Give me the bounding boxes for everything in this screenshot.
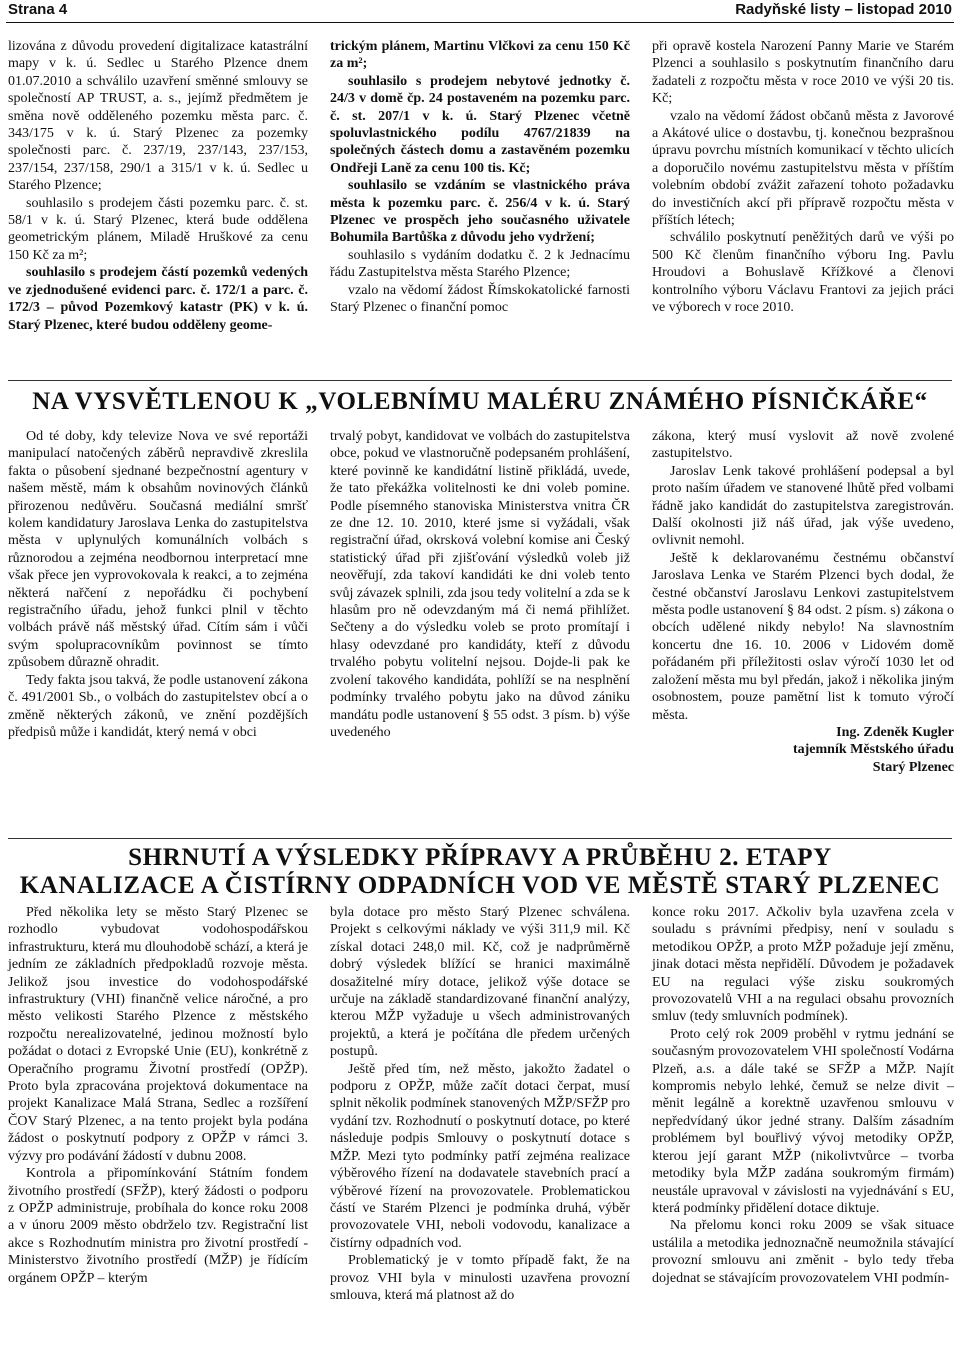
paragraph: Na přelomu konci roku 2009 se však situace ustálila a metodika jednoznačně neumožnila stávající provozní smlouvu ani změnit - bylo tedy třeba dojednat se stávajícím provozovatelem VHI podmín- xyxy=(652,1218,954,1286)
signature-name: Ing. Zdeněk Kugler xyxy=(836,724,954,740)
paragraph: souhlasilo se vzdáním se vlastnického práva města k pozemku parc. č. 256/4 v k. ú. Starý Plzenec ve prospěch jeho současného uživatele Bohumila Bartůška z důvodu jeho vydržení; xyxy=(330,178,630,246)
paragraph: konce roku 2017. Ačkoliv byla uzavřena zcela v souladu s právními předpisy, není v souladu s metodikou OPŽP, a proto MŽP požaduje její změnu, jinak dotaci města nepřidělí. Důvodem je požadavek EU na regulaci výše zisku soukromých provozovatelů VHI a na regulaci obsahu provozních smluv (tedy smluvních podmínek). xyxy=(652,905,954,1025)
resolutions-column-2 xyxy=(330,38,630,317)
paragraph: byla dotace pro město Starý Plzenec schválena. Projekt s celkovými náklady ve výši 311,9 mil. Kč získal dotaci 248,0 mil. Kč, což je nadprůměrně dobrý výsledek blížící se hranici maximálně dosažitelné míry dotace, jelikož výše dotace se určuje na základě standardizované finanční analýzy, kterou MŽP vyžaduje u všech administrovaných projektů, a která je počítána dle předem určených postupů. xyxy=(330,905,630,1060)
article1-column-2 xyxy=(330,428,630,741)
signature-place: Starý Plzenec xyxy=(872,759,954,775)
article1-column-1 xyxy=(8,428,308,741)
paragraph: Problematický je v tomto případě fakt, že na provoz VHI byla v minulosti uzavřena provozní smlouva, která má platnost až do xyxy=(330,1253,630,1303)
paragraph: trickým plánem, Martinu Vlčkovi za cenu 150 Kč za m²; xyxy=(330,39,630,72)
issue-title: Radyňské listy – listopad 2010 xyxy=(735,1,952,18)
article2-column-3 xyxy=(652,904,954,1287)
paragraph: Ještě před tím, než město, jakožto žadatel o podporu z OPŽP, může začít dotaci čerpat, musí splnit několik podmínek stanovených MŽP/SFŽP pro vydání tzv. Rozhodnutí o poskytnutí dotace, po které následuje podpis Smlouvy o poskytnutí dotace s MŽP. Mezi tyto podmínky patří zejména realizace výběrového řízení na dodavatele stavebních prací a výběrové řízení na provozovatele. Problematickou částí ve Starém Plzenci je podmínka druhá, výběr provozovatele VHI, neboli vodovodu, kanalizace a čistírny odpadních vod. xyxy=(330,1061,630,1251)
article2-column-1 xyxy=(8,904,308,1287)
paragraph: souhlasilo s vydáním dodatku č. 2 k Jednacímu řádu Zastupitelstva města Starého Plzence; xyxy=(330,247,630,281)
paragraph: Před několika lety se město Starý Plzenec se rozhodlo vybudovat vodohospodářskou infrastrukturu, která mu dlouhodobě schází, a která je jedním ze základních předpokladů rozvoje města. Jelikož jsou investice do vodohospodářské infrastruktury (VHI) finančně velice náročné, a pro město velikosti Starého Plzence z městského rozpočtu nerealizovatelné, jedinou možností bylo požádat o dotaci z Evropské Unie (EU), konkrétně z Operačního programu Životní prostředí (OPŽP). Proto byla zpracována projektová dokumentace na projekt Kanalizace Malá Strana, Sedlec a rozšíření ČOV Starý Plzenec, a na tento projekt byla podána žádost o poskytnutí podpory z OPŽP v rámci 3. výzvy pro podávání žádostí v dubnu 2008. xyxy=(8,905,308,1164)
paragraph: Tedy fakta jsou takvá, že podle ustanovení zákona č. 491/2001 Sb., o volbách do zastupitelstev obcí a o změně některých zákonů, ve znění pozdějších předpisů může i kandidát, který nemá v obci xyxy=(8,672,308,740)
signature-role: tajemník Městského úřadu xyxy=(792,742,954,758)
resolutions-column-3 xyxy=(652,38,954,317)
paragraph: Jaroslav Lenk takové prohlášení podepsal a byl proto naším úřadem ve stanovené lhůtě před volbami řádně jako kandidát do zastupitelstva zaregistrován. Další okolnosti již náš úřad, jak výše uvedeno, ovlivnit nemohl. xyxy=(652,463,954,549)
article2-headline xyxy=(6,844,954,900)
paragraph: Proto celý rok 2009 proběhl v rytmu jednání se současným provozovatelem VHI společností Vodárna Plzeň, a.s. a dále také se SFŽP a MŽP. Najít kompromis nebylo lehké, čemuž se nelze divit – měnit legálně a korektně uzavřenou smlouvu v nepředvídaný úkor jedné strany. Dalším zásadním problémem byl bouřlivý vývoj metodiky OPŽP, kterou její garant MŽP (nikolivtvůrce – tvorba metodiky byla MŽP zadána soukromým firmám) neustále upravoval v závislosti na vyjednávání s EU, která podmínky přidělení dotace diktuje. xyxy=(652,1026,954,1216)
paragraph: lizována z důvodu provedení digitalizace katastrální mapy v k. ú. Sedlec u Starého Plzence dnem 01.07.2010 a schválilo uzavření směnné smlouvy se společností AP TRUST, a. s., jejímž předmětem je směna nově odděleného pozemku města parc. č. 343/175 v k. ú. Starý Plzenec za pozemky společnosti parc. č. 237/19, 237/143, 237/153, 237/154, 237/158, 290/1 a 315/1 v k. ú. Sedlec u Starého Plzence; xyxy=(8,39,308,194)
paragraph: Od té doby, kdy televize Nova ve své reportáži manipulací natočených záběrů nepravdivě zkreslila fakta o působení sjednané bezpečnostní agentury v našem městě, mám k obsahům novinových článků přirozenou nedůvěru. Současná mediální smršť kolem kandidatury Jaroslava Lenka do zastupitelstva města v uplynulých komunálních volbách s různorodou a zejména neodbornou interpretací mne však přece jen vyprovokovala k reakci, a to zejména některá nařčení z nepořádku či pochybení registračního úřadu, jehož funkci plnil v těchto volbách právě náš městský úřad. Cítím sám i vůči svým spolupracovníkům povinnost se tímto způsobem důrazně ohradit. xyxy=(8,429,308,671)
section-divider xyxy=(8,380,952,381)
article2-column-2 xyxy=(330,904,630,1304)
paragraph: vzalo na vědomí žádost občanů města z Javorové a Akátové ulice o dostavbu, tj. konečnou bezprašnou úpravu povrchu místních komunikací v těchto ulicích a doporučilo novému zastupitelstvu města v příštím volebním období zvážit zařazení tohoto požadavku do investičních akcí při přípravě rozpočtu města v příštích létech; xyxy=(652,108,954,229)
paragraph: souhlasilo s prodejem části pozemku parc. č. st. 58/1 v k. ú. Starý Plzenec, která bude oddělena geometrickým plánem, Miladě Hruškové za cenu 150 Kč za m²; xyxy=(8,195,308,263)
paragraph: Kontrola a připomínkování Státním fondem životního prostředí (SFŽP), který žádosti o podporu z OPŽP administruje, probíhala do konce roku 2008 a v únoru 2009 město obdrželo tzv. Registrační list akce s Rozhodnutím ministra pro životní prostředí -Ministerstvo životního prostředí (MŽP) je řídícím orgánem OPŽP – kterým xyxy=(8,1166,308,1286)
page-number: Strana 4 xyxy=(8,1,68,18)
headline-line: SHRNUTÍ A VÝSLEDKY PŘÍPRAVY A PRŮBĚHU 2. ETAPY xyxy=(128,844,832,871)
section-divider xyxy=(8,838,952,839)
paragraph: souhlasilo s prodejem nebytové jednotky č. 24/3 v domě čp. 24 postaveném na pozemku parc. č. st. 207/1 v k. ú. Starý Plzenec včetně spoluvlastnického podílu 4767/21839 na společných částech domu a zastavěném pozemku Ondřeji Laně za cenu 100 tis. Kč; xyxy=(330,73,630,176)
article1-column-3 xyxy=(652,428,954,776)
resolutions-column-1 xyxy=(8,38,308,334)
headline-line: KANALIZACE A ČISTÍRNY ODPADNÍCH VOD VE MĚSTĚ STARÝ PLZENEC xyxy=(19,872,941,899)
paragraph: Ještě k deklarovanému čestnému občanství Jaroslava Lenka ve Starém Plzenci bych dodal, že čestné občanství Jaroslavu Lenkovi zastupitelstvem města podle ustanovení § 84 odst. 2 písm. s) zákona o obcích udělené nikdy nebylo! Na slavnostním koncertu dne 16. 10. 2006 v Lidovém domě pořádaném při příležitosti oslav výročí 1030 let od založení města mu byl předán, jakož i několika jiným osobnostem, pouze pamětní list k tomuto výročí města. xyxy=(652,550,954,723)
article-headline: NA VYSVĚTLENOU K „VOLEBNÍMU MALÉRU ZNÁMÉHO PÍSNIČKÁŘE“ xyxy=(32,388,928,415)
page-header xyxy=(6,0,954,23)
paragraph: trvalý pobyt, kandidovat ve volbách do zastupitelstva obce, pokud ve vlastnoručně podepsaném prohlášení, které povinně ke kandidátní listině přikládá, uvede, že tato překážka volitelnosti ke dni voleb pomine. Podle písemného stanoviska Ministerstva vnitra ČR ze dne 12. 10. 2010, které jsme si vyžádali, však registrační úřad, okrsková volební komise ani Český statistický úřad při zjišťování výsledků voleb již neověřují, zda takoví kandidáti ke dni voleb tento svůj závazek splnili, zda jsou tedy volitelní a zda se k hlasům pro ně odevzdaným má či nemá přihlížet. Sečteny a do výsledku voleb se proto promítají i hlasy odevzdané pro kandidáty, kteří z důvodu trvalého pobytu volitelní nejsou. Dojde-li pak ke zvolení takového kandidáta, pohlíží se na nesplnění podmínky trvalého pobytu jako na důvod zániku mandátu podle ustanovení § 55 odst. 3 písm. b) výše uvedeného xyxy=(330,429,630,740)
paragraph: zákona, který musí vyslovit až nově zvolené zastupitelstvo. xyxy=(652,429,954,462)
paragraph: schválilo poskytnutí peněžitých darů ve výši po 500 Kč členům finančního výboru Ing. Pavlu Hroudovi a Bohuslavě Křížkové a členovi kontrolního výboru Václavu Frantovi za jejich práci ve výborech v roce 2010. xyxy=(652,230,954,316)
paragraph: vzalo na vědomí žádost Římskokatolické farnosti Starý Plzenec o finanční pomoc xyxy=(330,282,630,316)
paragraph: při opravě kostela Narození Panny Marie ve Starém Plzenci a souhlasilo s poskytnutím finančního daru žadateli z rozpočtu města v roce 2010 ve výši 20 tis. Kč; xyxy=(652,39,954,107)
paragraph: souhlasilo s prodejem částí pozemků vedených ve zjednodušené evidenci parc. č. 172/1 a parc. č. 172/3 – původ Pozemkový katastr (PK) v k. ú. Starý Plzenec, které budou odděleny geome- xyxy=(8,265,308,333)
